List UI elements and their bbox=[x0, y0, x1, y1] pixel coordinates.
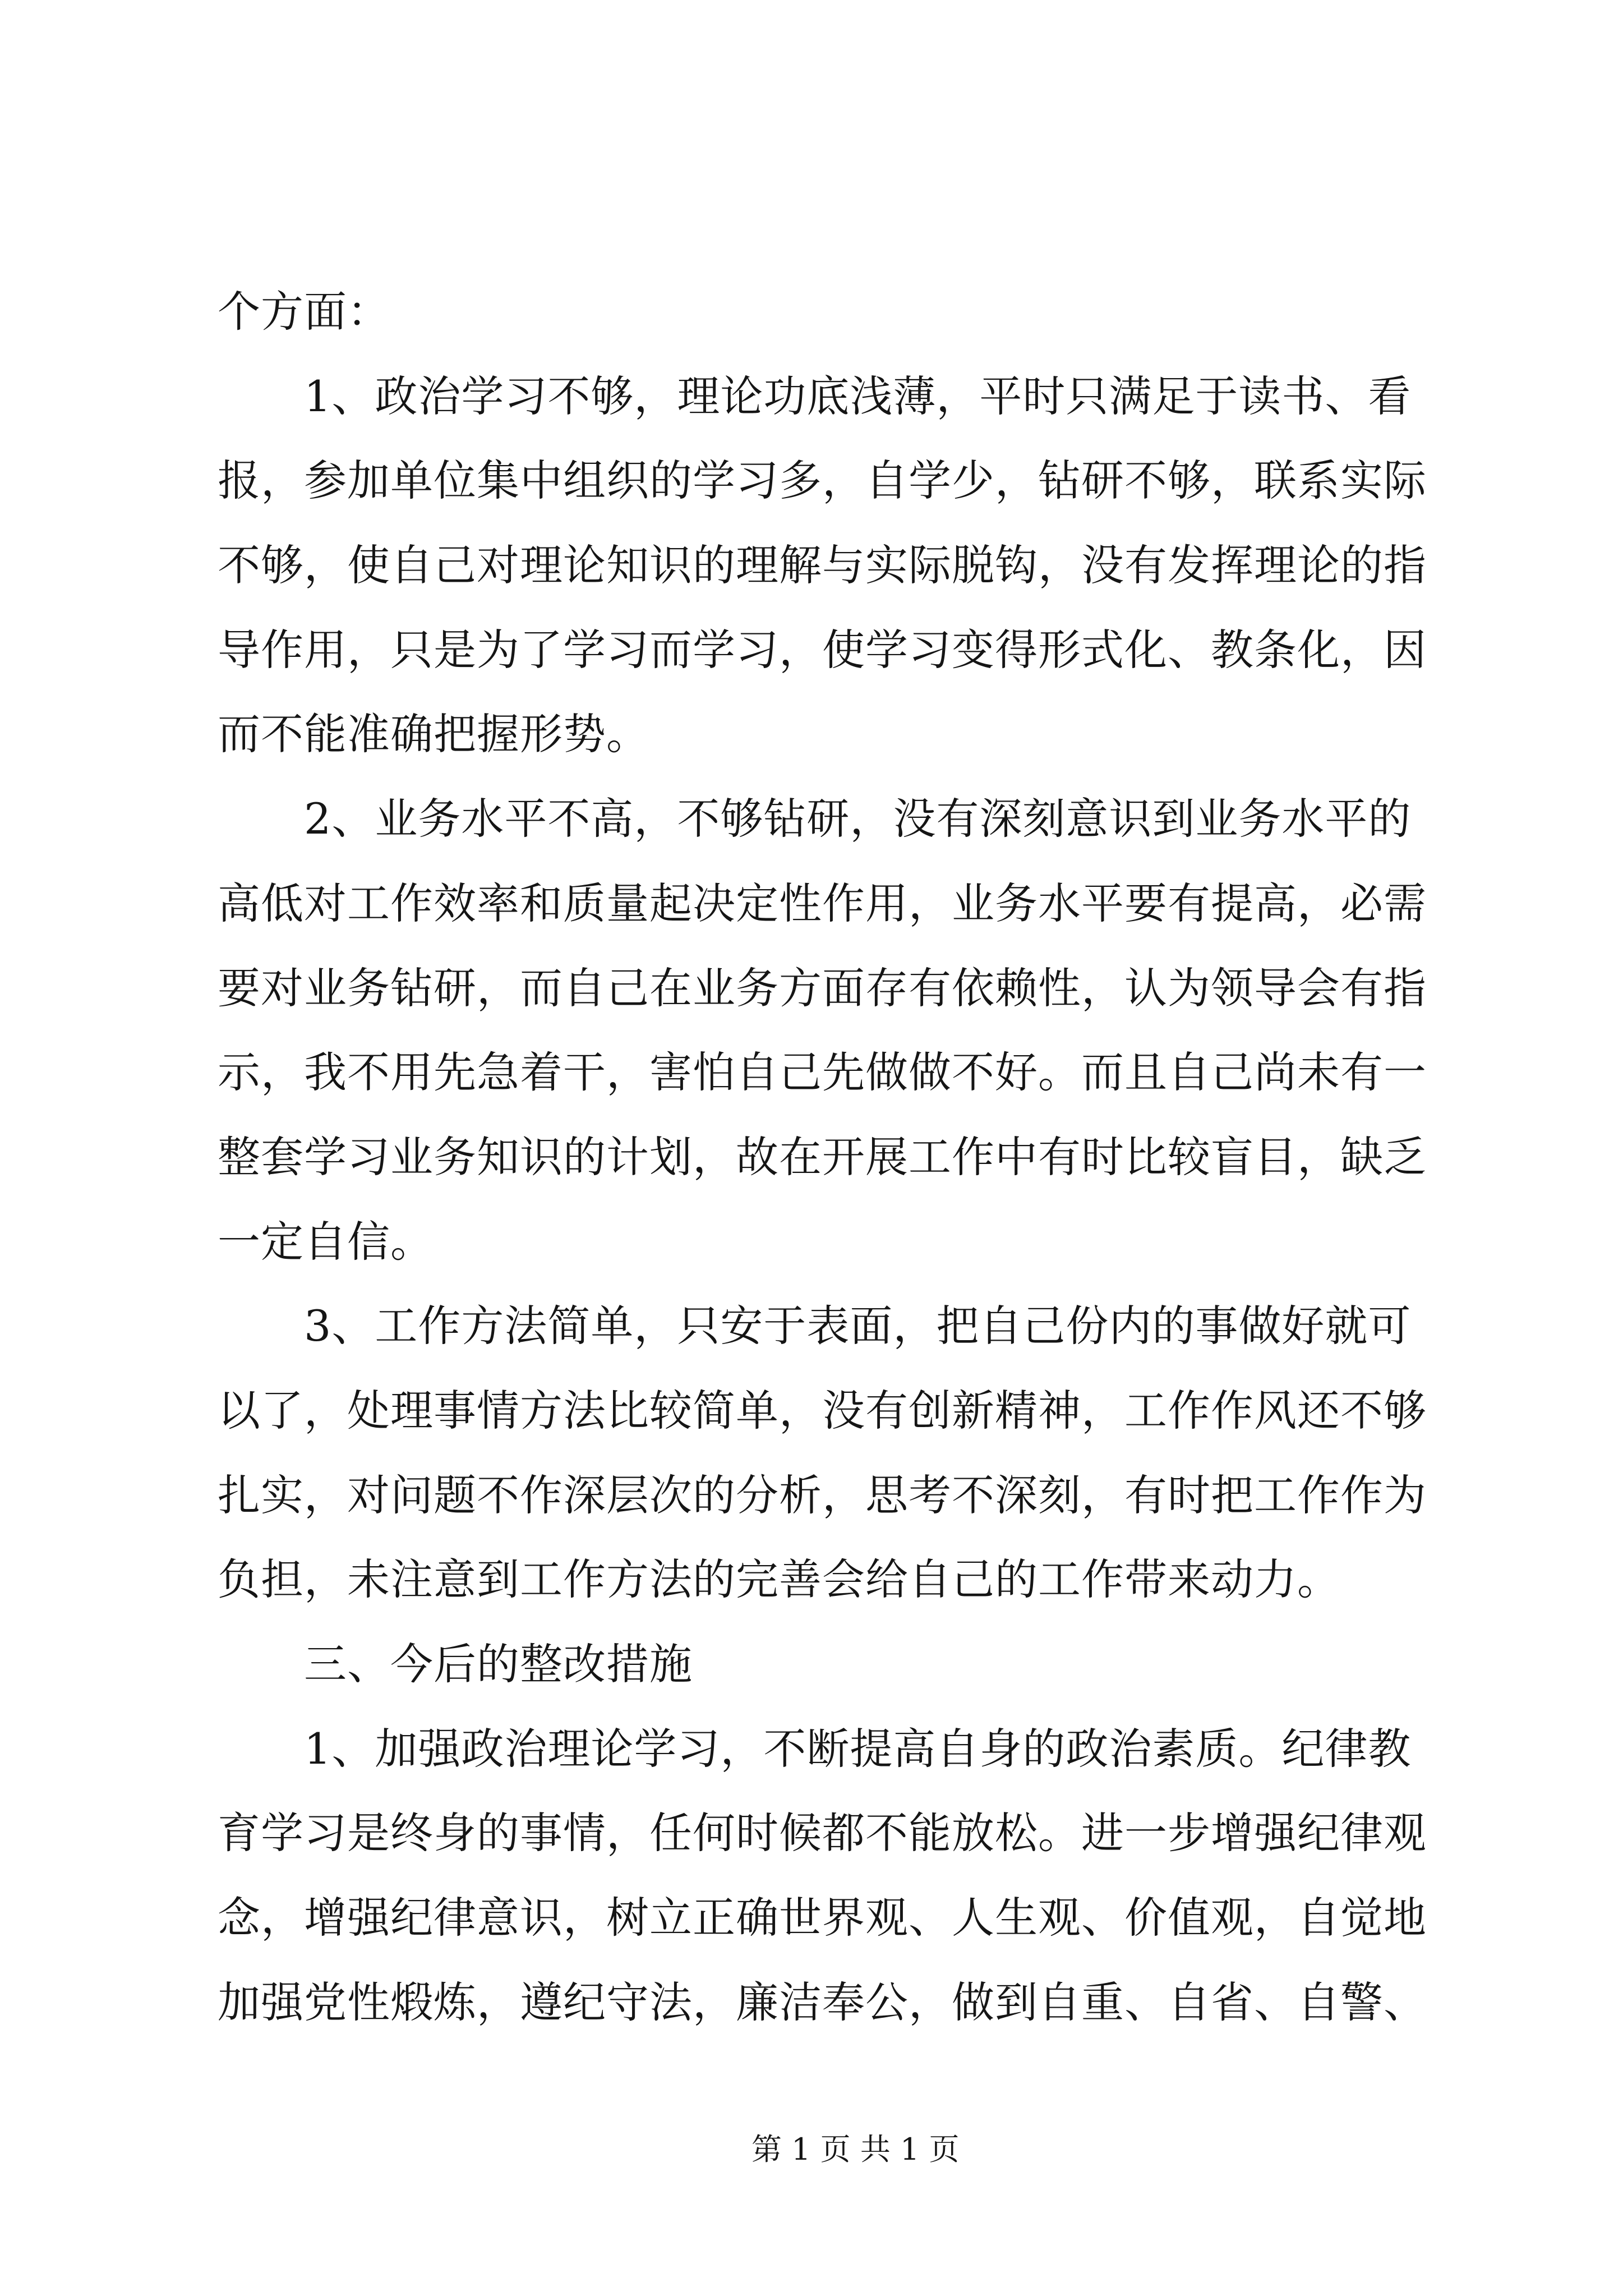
text-line: 一定自信。 bbox=[218, 1216, 434, 1267]
page-footer: 第 1 页 共 1 页 bbox=[751, 2132, 960, 2167]
text-line: 报，参加单位集中组织的学习多，自学少，钻研不够，联系实际 bbox=[218, 455, 1427, 506]
text-line: 整套学习业务知识的计划，故在开展工作中有时比较盲目，缺乏 bbox=[218, 1131, 1427, 1182]
document-body bbox=[218, 270, 1485, 2045]
text-line: 以了，处理事情方法比较简单，没有创新精神，工作作风还不够 bbox=[218, 1385, 1427, 1435]
continued-paragraph bbox=[218, 270, 1485, 355]
text-line: 1、政治学习不够，理论功底浅薄，平时只满足于读书、看 bbox=[304, 371, 1412, 421]
text-line: 1、加强政治理论学习，不断提高自身的政治素质。纪律教 bbox=[304, 1723, 1412, 1774]
text-line: 育学习是终身的事情，任何时候都不能放松。进一步增强纪律观 bbox=[218, 1808, 1427, 1858]
text-line: 3、工作方法简单，只安于表面，把自己份内的事做好就可 bbox=[304, 1301, 1412, 1351]
text-line: 个方面： bbox=[218, 287, 390, 337]
text-line: 示，我不用先急着干，害怕自己先做做不好。而且自己尚未有一 bbox=[218, 1047, 1427, 1098]
text-line: 要对业务钻研，而自己在业务方面存有依赖性，认为领导会有指 bbox=[218, 963, 1427, 1013]
problem-item-2 bbox=[218, 777, 1485, 1284]
text-line: 而不能准确把握形势。 bbox=[218, 709, 649, 760]
text-line: 扎实，对问题不作深层次的分析，思考不深刻，有时把工作作为 bbox=[218, 1470, 1427, 1520]
text-line: 念，增强纪律意识，树立正确世界观、人生观、价值观，自觉地 bbox=[218, 1893, 1427, 1943]
text-line: 不够，使自己对理论知识的理解与实际脱钩，没有发挥理论的指 bbox=[218, 540, 1427, 591]
text-line: 加强党性煅炼，遵纪守法，廉洁奉公，做到自重、自省、自警、 bbox=[218, 1977, 1427, 2027]
section-heading bbox=[218, 1622, 1485, 1707]
text-line: 导作用，只是为了学习而学习，使学习变得形式化、教条化，因 bbox=[218, 624, 1427, 675]
text-line: 高低对工作效率和质量起决定性作用，业务水平要有提高，必需 bbox=[218, 878, 1427, 928]
measure-item-1 bbox=[218, 1707, 1485, 2045]
problem-item-1 bbox=[218, 355, 1485, 777]
text-line: 负担，未注意到工作方法的完善会给自己的工作带来动力。 bbox=[218, 1554, 1340, 1605]
section-heading-text: 三、今后的整改措施 bbox=[304, 1639, 693, 1689]
problem-item-3 bbox=[218, 1284, 1485, 1622]
text-line: 2、业务水平不高，不够钻研，没有深刻意识到业务水平的 bbox=[304, 794, 1412, 844]
